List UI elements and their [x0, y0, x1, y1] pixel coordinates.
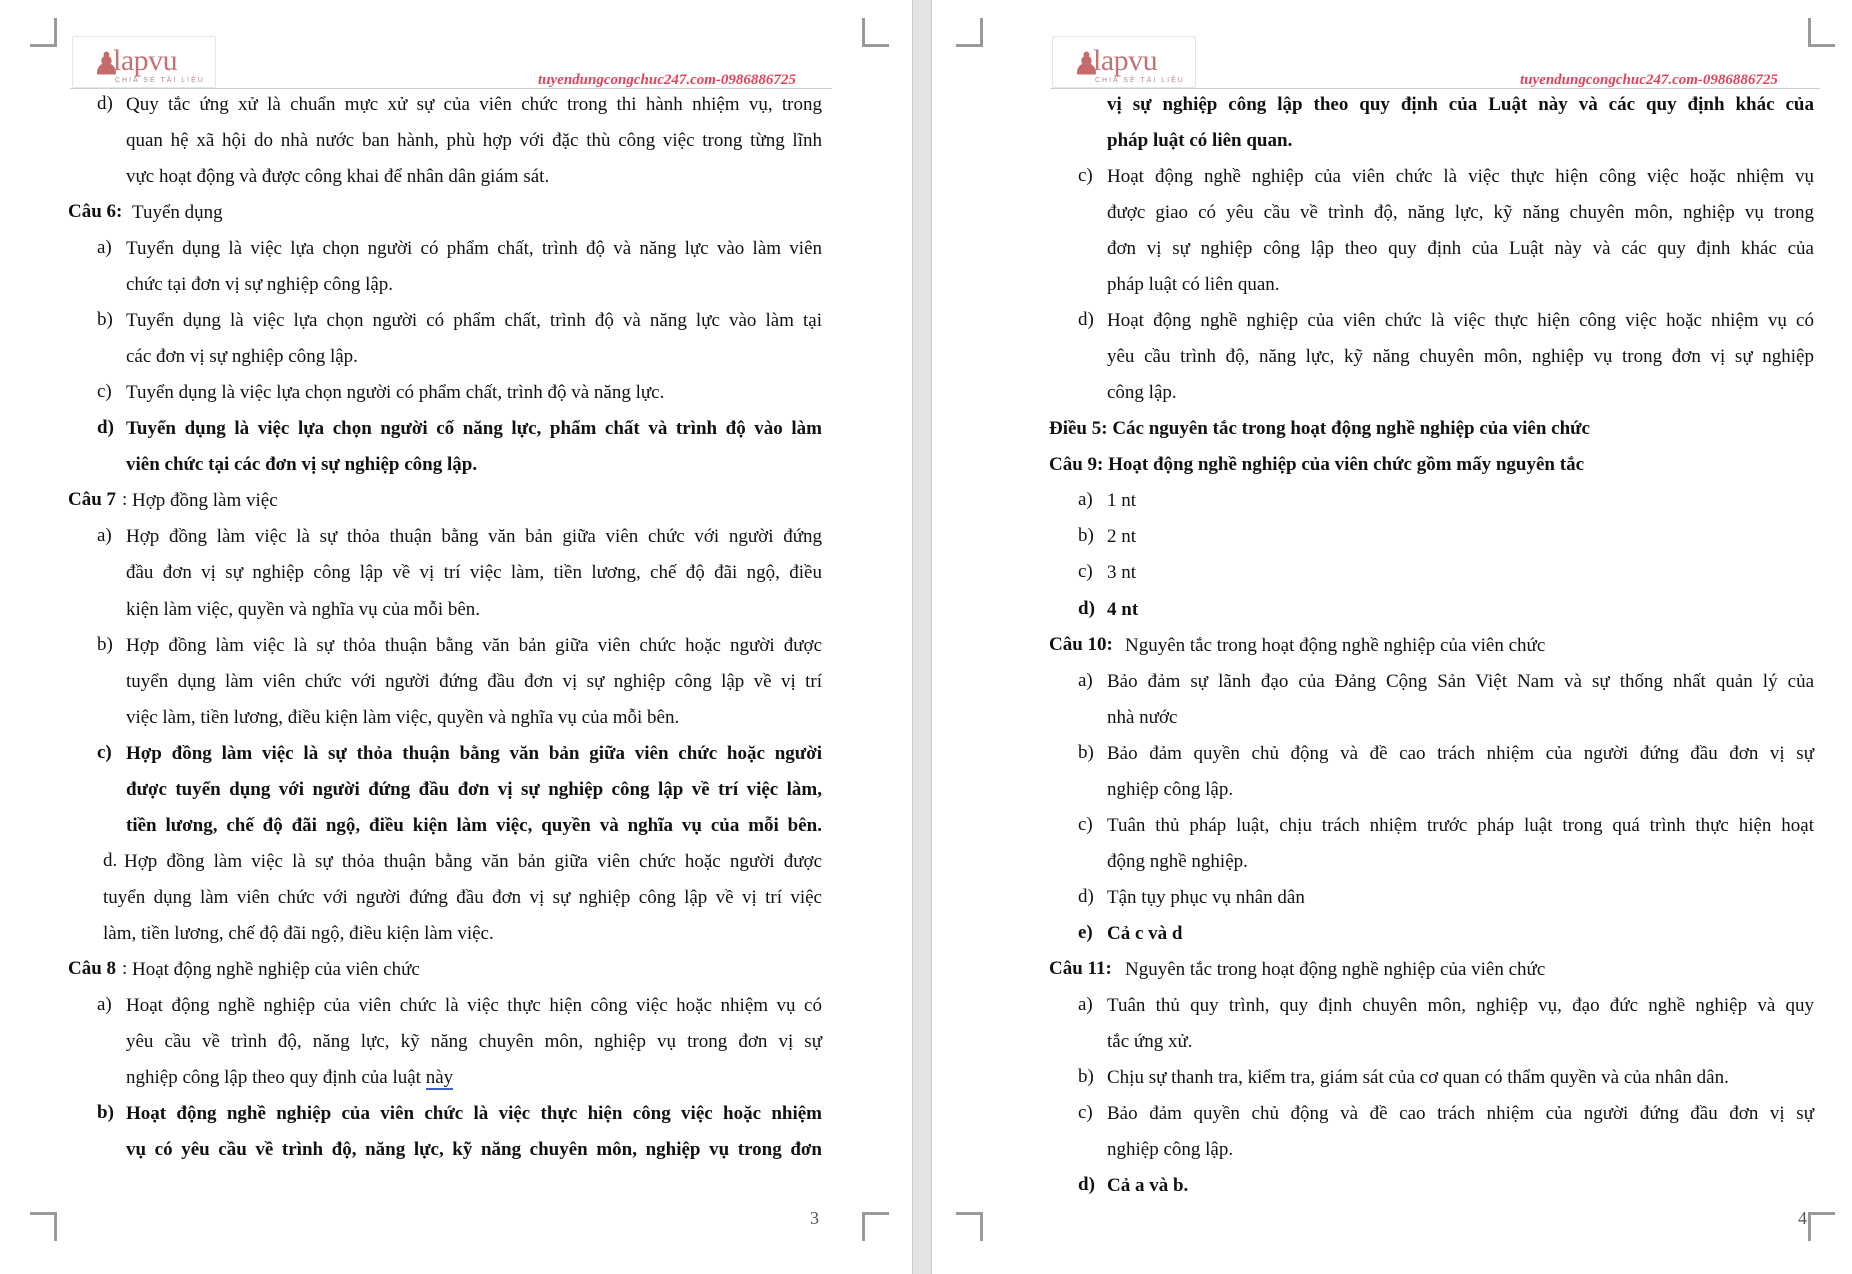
- answer-line: tiền lương, chế độ đãi ngộ, điều kiện làm việc, quyền và nghĩa vụ của mỗi bên.: [126, 815, 822, 836]
- question-title: Câu 9: Hoạt động nghề nghiệp của viên chức gồm mấy nguyên tắc: [1049, 454, 1584, 475]
- question-title: Tuyển dụng: [132, 202, 223, 223]
- question-label: Câu 6:: [68, 201, 123, 222]
- option-label: d): [1078, 598, 1095, 619]
- option-label: c): [1078, 561, 1093, 582]
- text-line: Bảo đảm quyền chủ động và đề cao trách nhiệm của người đứng đầu đơn vị sự: [1107, 743, 1814, 764]
- option-label: a): [97, 525, 112, 546]
- question-label: Câu 10:: [1049, 634, 1113, 655]
- crop-mark: [956, 1212, 983, 1241]
- text-line: Hoạt động nghề nghiệp của viên chức là việc thực hiện công việc hoặc nhiệm vụ có: [1107, 310, 1814, 331]
- option-label: b): [97, 1102, 114, 1123]
- option-label: b): [1078, 742, 1094, 763]
- option-label: c): [1078, 165, 1093, 186]
- text-line: đầu đơn vị sự nghiệp công lập về vị trí việc làm, tiền lương, chế độ đãi ngộ, điều: [126, 562, 822, 583]
- text-line: Hợp đồng làm việc là sự thỏa thuận bằng văn bản giữa viên chức với người đứng: [126, 526, 822, 547]
- section-heading: Điều 5: Các nguyên tắc trong hoạt động nghề nghiệp của viên chức: [1049, 418, 1590, 439]
- option-label: b): [1078, 525, 1094, 546]
- page-3: [0, 0, 912, 1274]
- option-label: c): [1078, 1102, 1093, 1123]
- text-line: Tuân thủ quy trình, quy định chuyên môn, nghiệp vụ, đạo đức nghề nghiệp và quy: [1107, 995, 1814, 1016]
- crop-mark: [1808, 18, 1835, 47]
- option-label: c): [1078, 814, 1093, 835]
- logo-person-icon: ♟: [1073, 48, 1100, 81]
- answer-line: Hoạt động nghề nghiệp của viên chức là việc thực hiện công việc hoặc nhiệm: [126, 1103, 822, 1124]
- text-line: nghiệp công lập.: [1107, 1139, 1234, 1160]
- answer-line: viên chức tại các đơn vị sự nghiệp công lập.: [126, 454, 478, 475]
- answer-line: pháp luật có liên quan.: [1107, 130, 1293, 151]
- text-line: vực hoạt động và được công khai để nhân dân giám sát.: [126, 166, 550, 187]
- text-line: Tận tụy phục vụ nhân dân: [1107, 887, 1305, 908]
- option-label: a): [97, 237, 112, 258]
- logo: [1052, 36, 1196, 88]
- text-line: Hợp đồng làm việc là sự thỏa thuận bằng văn bản giữa viên chức hoặc người được: [124, 851, 822, 872]
- option-label: d): [1078, 1174, 1095, 1195]
- option-label: d): [1078, 309, 1094, 330]
- question-colon: :: [122, 489, 128, 510]
- text-line: 1 nt: [1107, 490, 1137, 511]
- text-line: tắc ứng xử.: [1107, 1031, 1193, 1052]
- header-divider: [70, 88, 832, 89]
- option-label: b): [97, 309, 113, 330]
- answer-line: Cả c và d: [1107, 923, 1183, 944]
- option-label: d): [97, 93, 113, 114]
- crop-mark: [862, 18, 889, 47]
- text-line: việc làm, tiền lương, điều kiện làm việc, quyền và nghĩa vụ của mỗi bên.: [126, 707, 680, 728]
- text-line: 3 nt: [1107, 562, 1137, 583]
- text-line: nghiệp công lập.: [1107, 779, 1234, 800]
- answer-line: vị sự nghiệp công lập theo quy định của Luật này và các quy định khác của: [1107, 94, 1814, 115]
- answer-line: 4 nt: [1107, 599, 1139, 620]
- question-title: Nguyên tắc trong hoạt động nghề nghiệp của viên chức: [1125, 635, 1546, 656]
- text-line: Quy tắc ứng xử là chuẩn mực xử sự của viên chức trong thi hành nhiệm vụ, trong: [126, 94, 822, 115]
- option-label: a): [1078, 489, 1093, 510]
- question-label: Câu 8: [68, 958, 117, 979]
- crop-mark: [1808, 1212, 1835, 1241]
- logo-subtitle: CHIA SẺ TÀI LIỆU: [115, 77, 205, 84]
- option-label: b): [97, 634, 113, 655]
- text-line: Bảo đảm quyền chủ động và đề cao trách nhiệm của người đứng đầu đơn vị sự: [1107, 1103, 1814, 1124]
- page-4: [932, 0, 1852, 1274]
- text-line: đơn vị sự nghiệp công lập theo quy định của Luật này và các quy định khác của: [1107, 238, 1814, 259]
- text-line: quan hệ xã hội do nhà nước ban hành, phù hợp với đặc thù công việc trong từng lĩnh: [126, 130, 822, 151]
- question-label: Câu 11:: [1049, 958, 1112, 979]
- text-line: Tuyển dụng là việc lựa chọn người có phẩm chất, trình độ và năng lực vào làm viên: [126, 238, 822, 259]
- text-line: nhà nước: [1107, 707, 1178, 728]
- option-label: b): [1078, 1066, 1094, 1087]
- question-label: Câu 7: [68, 489, 117, 510]
- logo-word: lapvu: [1093, 44, 1158, 77]
- text-line: Chịu sự thanh tra, kiểm tra, giám sát của cơ quan có thẩm quyền và của nhân dân.: [1107, 1067, 1729, 1088]
- page-gutter: [912, 0, 932, 1274]
- text-run: nghiệp công lập theo quy định của luật: [126, 1067, 426, 1088]
- question-title: Hợp đồng làm việc: [132, 490, 278, 511]
- text-line: pháp luật có liên quan.: [1107, 274, 1280, 295]
- logo-person-icon: ♟: [93, 48, 120, 81]
- text-line: động nghề nghiệp.: [1107, 851, 1248, 872]
- text-line: 2 nt: [1107, 526, 1137, 547]
- text-line: Hợp đồng làm việc là sự thỏa thuận bằng văn bản giữa viên chức hoặc người được: [126, 635, 822, 656]
- crop-mark: [862, 1212, 889, 1241]
- option-label: a): [97, 994, 112, 1015]
- text-line: yêu cầu trình độ, năng lực, kỹ năng chuyên môn, nghiệp vụ trong đơn vị sự nghiệp: [1107, 346, 1814, 367]
- logo-subtitle: CHIA SẺ TÀI LIỆU: [1095, 77, 1185, 84]
- page-number: 3: [810, 1208, 819, 1228]
- text-line: [126, 1066, 453, 1090]
- text-line: các đơn vị sự nghiệp công lập.: [126, 346, 358, 367]
- option-label: d): [1078, 886, 1094, 907]
- answer-line: Cả a và b.: [1107, 1175, 1189, 1196]
- text-line: Bảo đảm sự lãnh đạo của Đảng Cộng Sản Việt Nam và sự thống nhất quản lý của: [1107, 671, 1814, 692]
- answer-line: Tuyển dụng là việc lựa chọn người cố năng lực, phẩm chất và trình độ vào làm: [126, 418, 822, 439]
- option-label: d): [97, 417, 114, 438]
- answer-line: vụ có yêu cầu về trình độ, năng lực, kỹ năng chuyên môn, nghiệp vụ trong đơn: [126, 1139, 822, 1160]
- text-line: yêu cầu về trình độ, năng lực, kỹ năng chuyên môn, nghiệp vụ trong đơn vị sự: [126, 1031, 822, 1052]
- text-line: công lập.: [1107, 382, 1177, 403]
- text-line: tuyển dụng làm viên chức với người đứng đầu đơn vị sự nghiệp công lập về vị trí việc: [103, 887, 822, 908]
- option-label: c): [97, 742, 112, 763]
- option-label: c): [97, 381, 112, 402]
- question-colon: :: [122, 958, 128, 979]
- page-number: 4: [1798, 1208, 1807, 1228]
- text-line: Tuyển dụng là việc lựa chọn người có phẩm chất, trình độ và năng lực vào làm tại: [126, 310, 822, 331]
- header-divider: [1050, 88, 1820, 89]
- crop-mark: [30, 1212, 57, 1241]
- header-site: tuyendungcongchuc247.com-0986886725: [538, 72, 796, 88]
- crop-mark: [30, 18, 57, 47]
- text-line: làm, tiền lương, chế độ đãi ngộ, điều kiện làm việc.: [103, 923, 494, 944]
- option-label: a): [1078, 670, 1093, 691]
- answer-line: được tuyển dụng với người đứng đầu đơn vị sự nghiệp công lập về trí việc làm,: [126, 779, 822, 800]
- text-line: Tuyển dụng là việc lựa chọn người có phẩm chất, trình độ và năng lực.: [126, 382, 665, 403]
- option-label: e): [1078, 922, 1093, 943]
- header-site: tuyendungcongchuc247.com-0986886725: [1520, 72, 1778, 88]
- text-line: chức tại đơn vị sự nghiệp công lập.: [126, 274, 394, 295]
- text-line: được giao có yêu cầu về trình độ, năng lực, kỹ năng chuyên môn, nghiệp vụ trong: [1107, 202, 1814, 223]
- text-line: tuyển dụng làm viên chức với người đứng đầu đơn vị sự nghiệp công lập về vị trí: [126, 671, 822, 692]
- crop-mark: [956, 18, 983, 47]
- text-line: Tuân thủ pháp luật, chịu trách nhiệm trước pháp luật trong quá trình thực hiện hoạt: [1107, 815, 1814, 836]
- text-line: Hoạt động nghề nghiệp của viên chức là việc thực hiện công việc hoặc nhiệm vụ có: [126, 995, 822, 1016]
- question-title: Nguyên tắc trong hoạt động nghề nghiệp của viên chức: [1125, 959, 1546, 980]
- logo: [72, 36, 216, 88]
- question-title: Hoạt động nghề nghiệp của viên chức: [132, 959, 420, 980]
- spellcheck-underline[interactable]: này: [425, 1067, 454, 1088]
- logo-word: lapvu: [113, 44, 178, 77]
- text-line: kiện làm việc, quyền và nghĩa vụ của mỗi bên.: [126, 599, 481, 620]
- text-line: Hoạt động nghề nghiệp của viên chức là việc thực hiện công việc hoặc nhiệm vụ: [1107, 166, 1814, 187]
- option-label: d.: [103, 850, 118, 871]
- answer-line: Hợp đồng làm việc là sự thỏa thuận bằng văn bản giữa viên chức hoặc người: [126, 743, 822, 764]
- option-label: a): [1078, 994, 1093, 1015]
